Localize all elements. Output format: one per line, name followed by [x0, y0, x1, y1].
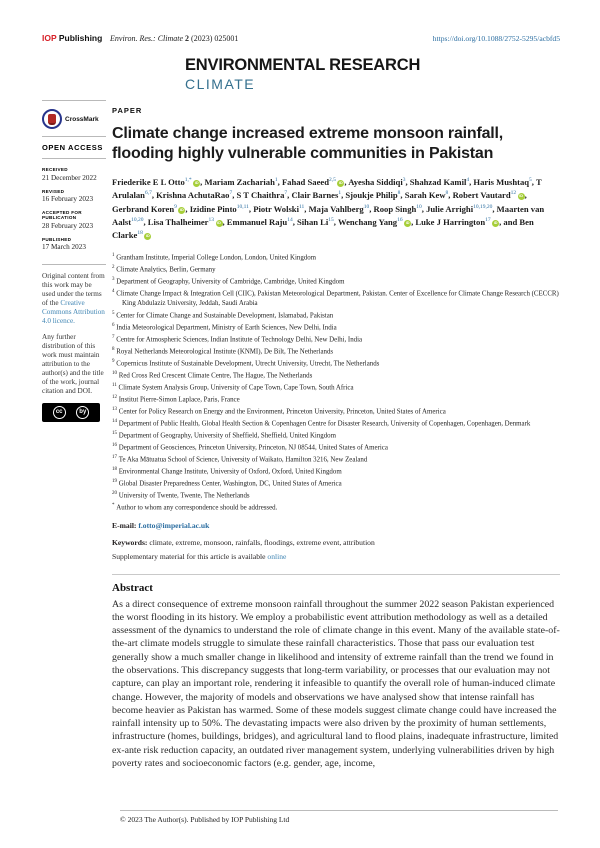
cc-by-badge[interactable] [42, 403, 100, 422]
orcid-icon[interactable]: iD [145, 234, 150, 239]
affiliation-item: $^4$ Climate Change Impact & Integration Cell (CIIC), Pakistan Meteorological Department, Pakistan. Center of Excellence for Climate Change Research (CECCR) King Abdulaziz University, Jeddah, Saudi Arabia [112, 288, 559, 307]
affiliation-item: $^{11}$ Climate System Analysis Group, University of Cape Town, Cape Town, South Africa [112, 382, 354, 391]
article-main [112, 106, 560, 770]
affiliation-item: $^5$ Center for Climate Change and Sustainable Development, Islamabad, Pakistan [112, 310, 334, 319]
affiliation-item: $^{15}$ Department of Geography, University of Sheffield, Sheffield, United Kingdom [112, 430, 336, 439]
cc-icon: cc [53, 406, 66, 419]
author-name: Fahad Saeed$^{2,5}$ iD , [281, 176, 349, 187]
orcid-icon[interactable]: iD [194, 180, 199, 185]
orcid-icon[interactable]: iD [338, 180, 343, 185]
author-name: Roop Singh$^{10}$, [373, 203, 427, 214]
affiliation-item: $^{13}$ Center for Policy Research on Energy and the Environment, Princeton University, Princeton, United States of America [112, 406, 446, 415]
publishing-logo-text: Publishing [58, 33, 103, 43]
author-name: Wenchang Yang$^{16}$ iD , [337, 216, 416, 227]
author-name: Sarah Kew$^8$, [404, 190, 453, 201]
email-label: E-mail: [112, 520, 139, 530]
history-item [42, 189, 106, 204]
footer-divider [120, 810, 558, 811]
history-item [42, 167, 106, 182]
author-name: S T Chaithra$^7$, [236, 190, 292, 201]
author-name: Maja Vahlberg$^{10}$, [308, 203, 374, 214]
author-name: Krishna AchutaRao$^7$, [156, 190, 237, 201]
journal-subname: CLIMATE [185, 76, 256, 92]
history-date: 16 February 2023 [42, 195, 94, 203]
affiliation-item: $^7$ Centre for Atmospheric Sciences, Indian Institute of Technology Delhi, New Delhi, India [112, 334, 363, 343]
affiliation-item: $^2$ Climate Analytics, Berlin, Germany [112, 264, 216, 274]
crossmark-label: CrossMark [65, 115, 99, 123]
journal-name: ENVIRONMENTAL RESEARCH [185, 56, 421, 74]
history-item [42, 210, 106, 230]
citation-info: (2023) 025001 [191, 34, 239, 43]
history-item [42, 237, 106, 252]
affiliation-item: $^6$ India Meteorological Department, Ministry of Earth Sciences, New Delhi, India [112, 322, 337, 331]
author-name: Clair Barnes$^1$, [291, 190, 346, 201]
page-header [42, 33, 560, 43]
keywords-text: climate, extreme, monsoon, rainfalls, floodings, extreme event, attribution [149, 537, 375, 547]
affiliation-item: $^{18}$ Environmental Change Institute, University of Oxford, Oxford, United Kingdom [112, 466, 342, 475]
orcid-icon[interactable]: iD [493, 220, 498, 225]
history-label: PUBLISHED [42, 236, 72, 242]
article-history [42, 159, 106, 264]
author-name: Friederike E L Otto$^{1,*}$ iD , [112, 176, 205, 187]
open-access-label: OPEN ACCESS [42, 143, 103, 152]
page-footer [120, 810, 558, 824]
crossmark-button[interactable] [42, 101, 106, 136]
crossmark-icon [42, 109, 62, 129]
history-label: ACCEPTED FOR PUBLICATION [42, 210, 82, 220]
author-name: Mariam Zachariah$^1$, [204, 176, 282, 187]
author-name: Shahzad Kamil$^4$, [409, 176, 474, 187]
license-intro: Original content from this work may be used under the terms of the [42, 272, 105, 307]
orcid-icon[interactable]: iD [519, 194, 524, 199]
supplementary-line [112, 552, 560, 561]
author-name: Sihan Li$^{15}$, [297, 216, 338, 227]
author-name: Lisa Thalheimer$^{13}$ iD , [147, 216, 227, 227]
journal-masthead [185, 56, 420, 92]
article-title: Climate change increased extreme monsoon rainfall, flooding highly vulnerable communities in Pakistan [112, 125, 504, 162]
email-line [112, 521, 560, 530]
abstract-heading: Abstract [112, 581, 153, 594]
affiliation-item: $^{16}$ Department of Geosciences, Princeton University, Princeton, NJ 08544, United States of America [112, 442, 388, 451]
history-label: RECEIVED [42, 167, 68, 172]
affiliation-item: $^8$ Royal Netherlands Meteorological Institute (KNMI), De Bilt, The Netherlands [112, 346, 334, 355]
author-name: Robert Vautard$^{12}$ iD , [452, 190, 527, 201]
history-date: 28 February 2023 [42, 221, 94, 230]
author-name: Maarten van Aalst$^{10,20}$, [112, 203, 545, 227]
author-name: Piotr Wolski$^{11}$, [253, 203, 309, 214]
article-info-sidebar [42, 100, 106, 422]
affiliation-item: $^{19}$ Global Disaster Preparedness Center, Washington, DC, United States of America [112, 478, 342, 487]
keywords-label: Keywords: [112, 537, 150, 547]
abstract-divider [112, 574, 560, 575]
affiliation-item: $^1$ Grantham Institute, Imperial College London, London, United Kingdom [112, 252, 317, 262]
history-label: REVISED [42, 188, 65, 194]
author-name: Luke J Harrington$^{17}$ iD , [415, 216, 504, 227]
article-type-label: PAPER [112, 106, 143, 115]
history-date: 21 December 2022 [42, 173, 97, 182]
author-name: and Ben Clarke$^{18}$ iD [112, 216, 534, 241]
keywords-line [112, 538, 560, 547]
author-name: Izidine Pinto$^{10,11}$, [189, 203, 254, 214]
orcid-icon[interactable]: iD [217, 220, 221, 225]
affiliation-item: $^{10}$ Red Cross Red Crescent Climate Centre, The Hague, The Netherlands [112, 370, 313, 379]
doi-link[interactable]: https://doi.org/10.1088/2752-5295/acbfd5 [432, 34, 560, 43]
author-name: Gerbrand Koren$^9$ iD , [112, 203, 190, 214]
affiliation-item: $^3$ Department of Geography, University of Cambridge, Cambridge, United Kingdom [112, 276, 345, 286]
author-name: Ayesha Siddiqi$^3$, [348, 176, 410, 187]
journal-citation [110, 34, 238, 43]
cc-license-link[interactable]: Creative Commons Attribution 4.0 licence. [42, 299, 105, 325]
license-block [42, 265, 106, 422]
citation-volume: 2 [185, 34, 190, 43]
author-name: Emmanuel Raju$^{14}$, [226, 216, 297, 227]
supplementary-text: Supplementary material for this article is available [112, 551, 268, 561]
affiliation-item: $^{17}$ Te Aka Mātuatua School of Science, University of Waikato, Hamilton 3216, New Zealand [112, 454, 368, 463]
affiliation-item: $^{12}$ Institut Pierre-Simon Laplace, Paris, France [112, 394, 240, 403]
author-name: Julie Arrighi$^{10,19,20}$, [426, 203, 497, 214]
license-note: Any further distribution of this work must maintain attribution to the author(s) and the title of the work, journal citation and DOI. [42, 333, 104, 395]
by-icon: by [76, 406, 89, 419]
iop-publishing-logo [42, 33, 110, 43]
copyright-text: © 2023 The Author(s). Published by IOP Publishing Ltd [120, 815, 290, 824]
author-name: T Arulalan$^{6,7}$, [112, 176, 542, 201]
affiliation-item: $^9$ Copernicus Institute of Sustainable Development, Utrecht University, Utrecht, The Netherlands [112, 358, 380, 367]
license-paragraph [42, 272, 106, 326]
author-name: Haris Mushtaq$^5$, [473, 176, 536, 187]
affiliation-item: $^{14}$ Department of Public Health, Global Health Section & Copenhagen Centre for Disaster Research, University of Copenhagen, Copenhagen, Denmark [112, 418, 531, 427]
author-name: Sjoukje Philip$^8$, [345, 190, 405, 201]
orcid-icon[interactable]: iD [180, 207, 184, 212]
author-list [112, 175, 560, 242]
citation-journal: Environ. Res.: Climate [110, 34, 184, 43]
abstract-text: As a direct consequence of extreme monsoon rainfall throughout the summer 2022 season Pakistan experienced the worst flooding in its history. We employ a probabilistic event attribution methodology as well as a detailed assessment of the dynamics to understand the role of climate change in this event. Many of the available state-of-the-art climate models struggle to simulate these rainfall characteristics. Those that pass our evaluation test generally show a much smaller change in likelihood and intensity of extreme rainfall than the trend we found in the observations. This discrepancy suggests that long-term variability, or processes that our evaluation may not capture, can play an important role, rendering it infeasible to quantify the overall role of human-induced climate change. However, the majority of models and observations we have analysed show that intense rainfall has become heavier as Pakistan has warmed. Some of these models suggest climate change could have increased the rainfall intensity up to 50%. The devastating impacts were also driven by the proximity of human settlements, infrastructure (homes, buildings, bridges), and agricultural land to flood plains, inadequate infrastructure, limited ex-ante risk reduction capacity, an outdated river management system, underlying vulnerabilities driven by high poverty rates and socioeconomic factors (e.g. gender, age, income, [112, 598, 560, 770]
affiliation-list [112, 251, 560, 513]
history-date: 17 March 2023 [42, 243, 86, 251]
supplementary-online-link[interactable]: online [267, 551, 287, 561]
iop-logo-text: IOP [42, 33, 57, 43]
orcid-icon[interactable]: iD [405, 220, 410, 225]
email-link[interactable]: f.otto@imperial.ac.uk [138, 520, 210, 530]
affiliation-item: $^{20}$ University of Twente, Twente, The Netherlands [112, 490, 250, 499]
affiliation-item: * Author to whom any correspondence should be addressed. [112, 502, 278, 511]
